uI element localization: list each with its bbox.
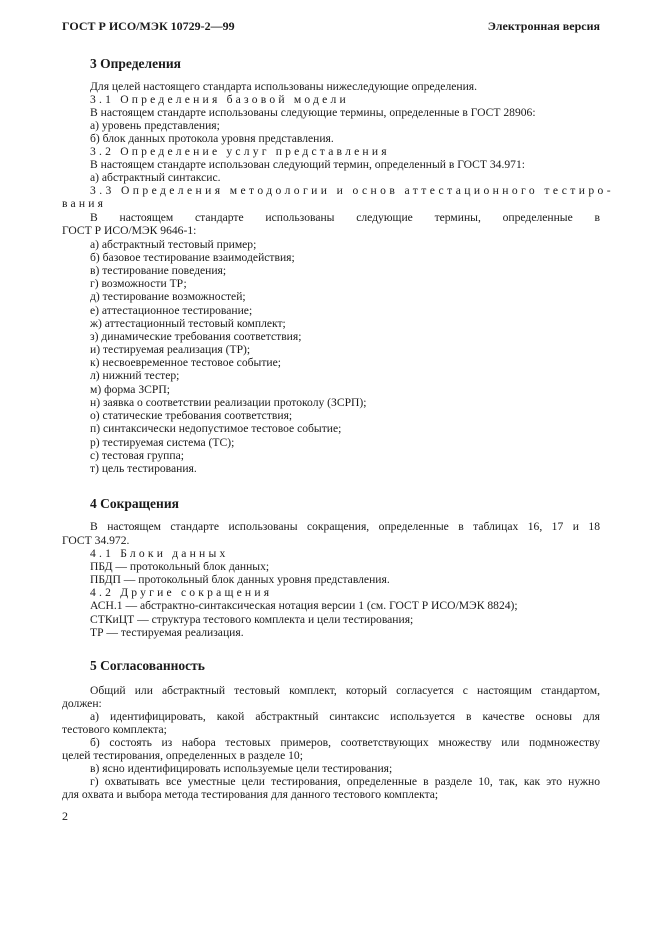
list-item: б) базовое тестирование взаимодействия; [90,251,295,264]
requirement-a: а) идентифицировать, какой абстрактный синтаксис используется в качестве основы для [90,710,600,723]
subsection-4-2-title: 4.2 Другие сокращения [90,586,273,599]
page-number: 2 [62,809,68,823]
subsection-4-1-title: 4.1 Блоки данных [90,547,229,560]
abbreviation-item: СТКиЦТ — структура тестового комплекта и цели тестирования; [90,613,414,626]
section-5-paragraph: Общий или абстрактный тестовый комплект, который согласуется с настоящим стандартом, [90,684,600,697]
subsection-3-3-title-cont: вания [62,197,107,210]
list-item: а) абстрактный синтаксис. [90,171,221,184]
list-item: с) тестовая группа; [90,449,184,462]
page-header [62,19,600,35]
abbreviation-item: АСН.1 — абстрактно-синтаксическая нотация версии 1 (см. ГОСТ Р ИСО/МЭК 8824); [90,599,518,612]
abbreviation-item: ПБД — протокольный блок данных; [90,560,270,573]
list-item: р) тестируемая система (ТС); [90,436,235,449]
subsection-3-3-text-cont: ГОСТ Р ИСО/МЭК 9646-1: [62,224,197,237]
section-3-intro: Для целей настоящего стандарта использованы нижеследующие определения. [90,80,478,93]
list-item: л) нижний тестер; [90,369,180,382]
list-item: в) тестирование поведения; [90,264,227,277]
list-item: ж) аттестационный тестовый комплект; [90,317,286,330]
section-4-text: В настоящем стандарте использованы сокращения, определенные в таблицах 16, 17 и 18 [90,520,600,533]
list-item: з) динамические требования соответствия; [90,330,302,343]
header-version-label: Электронная версия [487,19,600,33]
list-item: а) уровень представления; [90,119,220,132]
subsection-3-2-text: В настоящем стандарте использован следующий термин, определенный в ГОСТ 34.971: [90,158,525,171]
list-item: м) форма ЗСРП; [90,383,170,396]
requirement-d-cont: для охвата и выбора метода тестирования для данного тестового комплекта; [62,788,439,801]
subsection-3-2-title: 3.2 Определение услуг представления [90,145,390,158]
requirement-d: г) охватывать все уместные цели тестирования, определенные в разделе 10, так, как это нужно [90,775,600,788]
list-item: и) тестируемая реализация (ТР); [90,343,251,356]
section-5-heading: 5 Согласованность [90,658,205,673]
list-item: п) синтаксически недопустимое тестовое событие; [90,422,342,435]
section-3-heading: 3 Определения [90,56,181,71]
subsection-3-3-text: В настоящем стандарте использованы следующие термины, определенные в [90,211,600,224]
header-standard-number: ГОСТ Р ИСО/МЭК 10729-2—99 [62,19,235,33]
section-5-paragraph-cont: должен: [62,697,102,710]
list-item: г) возможности ТР; [90,277,187,290]
list-item: д) тестирование возможностей; [90,290,246,303]
list-item: т) цель тестирования. [90,462,197,475]
list-item: о) статические требования соответствия; [90,409,293,422]
section-4-text-cont: ГОСТ 34.972. [62,534,130,547]
requirement-b-cont: целей тестирования, определенных в разделе 10; [62,749,303,762]
requirement-b: б) состоять из набора тестовых примеров, соответствующих множеству или подмножеству [90,736,600,749]
list-item: е) аттестационное тестирование; [90,304,253,317]
abbreviation-item: ТР — тестируемая реализация. [90,626,244,639]
list-item: б) блок данных протокола уровня представления. [90,132,334,145]
subsection-3-3-title: 3.3 Определения методологии и основ аттестационного тестиро- [90,184,614,197]
abbreviation-item: ПБДП — протокольный блок данных уровня представления. [90,573,390,586]
subsection-3-1-title: 3.1 Определения базовой модели [90,93,349,106]
requirement-c: в) ясно идентифицировать используемые цели тестирования; [90,762,393,775]
requirement-a-cont: тестового комплекта; [62,723,167,736]
subsection-3-1-text: В настоящем стандарте использованы следующие термины, определенные в ГОСТ 28906: [90,106,536,119]
list-item: а) абстрактный тестовый пример; [90,238,257,251]
list-item: н) заявка о соответствии реализации протоколу (ЗСРП); [90,396,367,409]
section-4-heading: 4 Сокращения [90,496,179,511]
list-item: к) несвоевременное тестовое событие; [90,356,281,369]
